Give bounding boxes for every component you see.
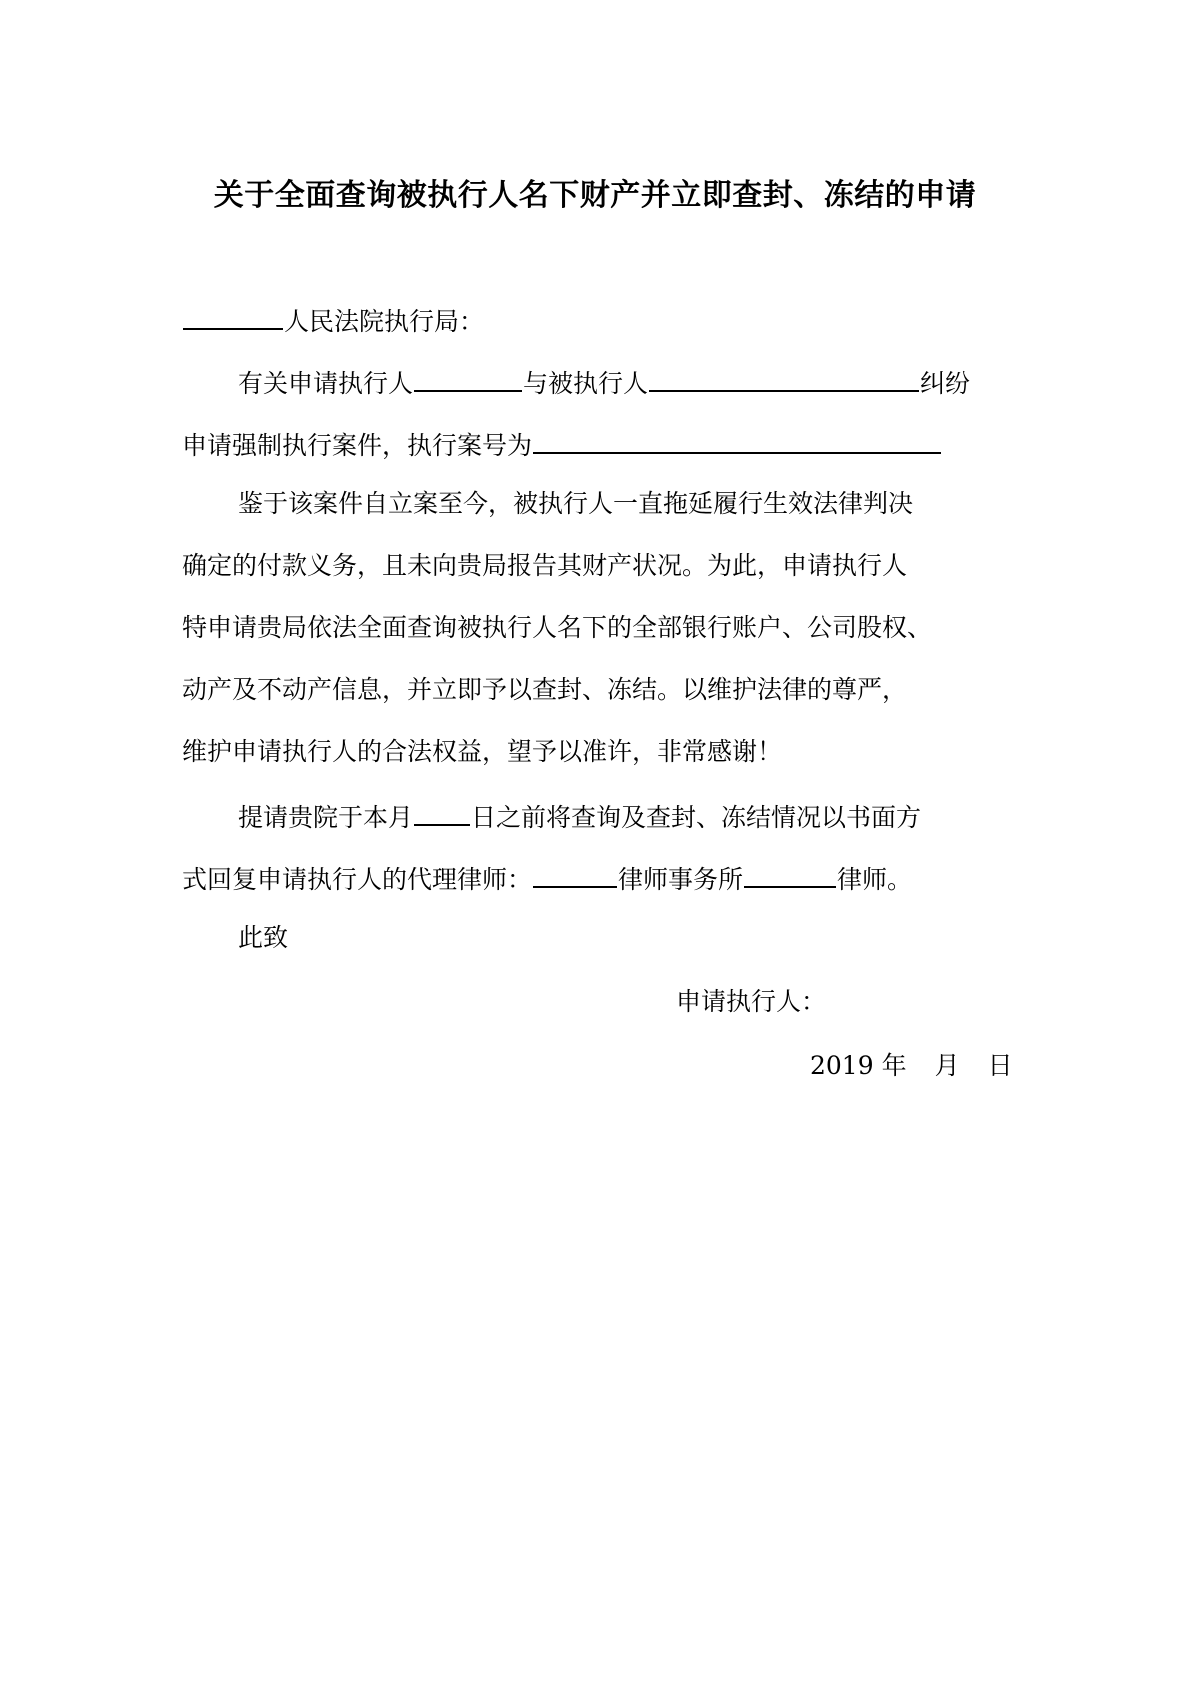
date-line [810,1050,1013,1082]
respondent-name-blank[interactable] [649,364,919,392]
addressee-suffix: 人民法院执行局： [284,307,485,336]
law-firm-blank[interactable] [533,860,617,888]
closing-text: 此致 [238,923,289,952]
applicant-name-blank[interactable] [414,364,522,392]
para1-line1: 有关申请执行人 与被执行人 纠纷 [238,364,970,400]
case-number-blank[interactable] [533,426,941,454]
lawyer-name-blank[interactable] [744,860,836,888]
document-title: 关于全面查询被执行人名下财产并立即查封、冻结的申请 [213,178,977,213]
para1-line2: 申请强制执行案件，执行案号为 [182,426,942,462]
deadline-day-blank[interactable] [414,798,470,826]
court-name-blank[interactable] [183,302,283,330]
date-month-char: 月 [934,1051,960,1080]
date-year-char: 年 [881,1051,907,1080]
date-day-char: 日 [987,1051,1013,1080]
para2-line4: 动产及不动产信息，并立即予以查封、冻结。以维护法律的尊严， [182,675,908,704]
para3-line2: 式回复申请执行人的代理律师： 律师事务所 律师。 [182,860,912,896]
para3-line1: 提请贵院于本月 日之前将查询及查封、冻结情况以书面方 [238,798,921,834]
para2-line2: 确定的付款义务，且未向贵局报告其财产状况。为此，申请执行人 [182,551,908,580]
para2-line1: 鉴于该案件自立案至今，被执行人一直拖延履行生效法律判决 [238,489,914,518]
para2-line3: 特申请贵局依法全面查询被执行人名下的全部银行账户、公司股权、 [182,613,933,642]
signature-label: 申请执行人： [676,987,827,1016]
date-year: 2019 [810,1051,874,1080]
addressee-line [182,302,484,338]
para2-line5: 维护申请执行人的合法权益，望予以准许，非常感谢！ [182,737,783,766]
